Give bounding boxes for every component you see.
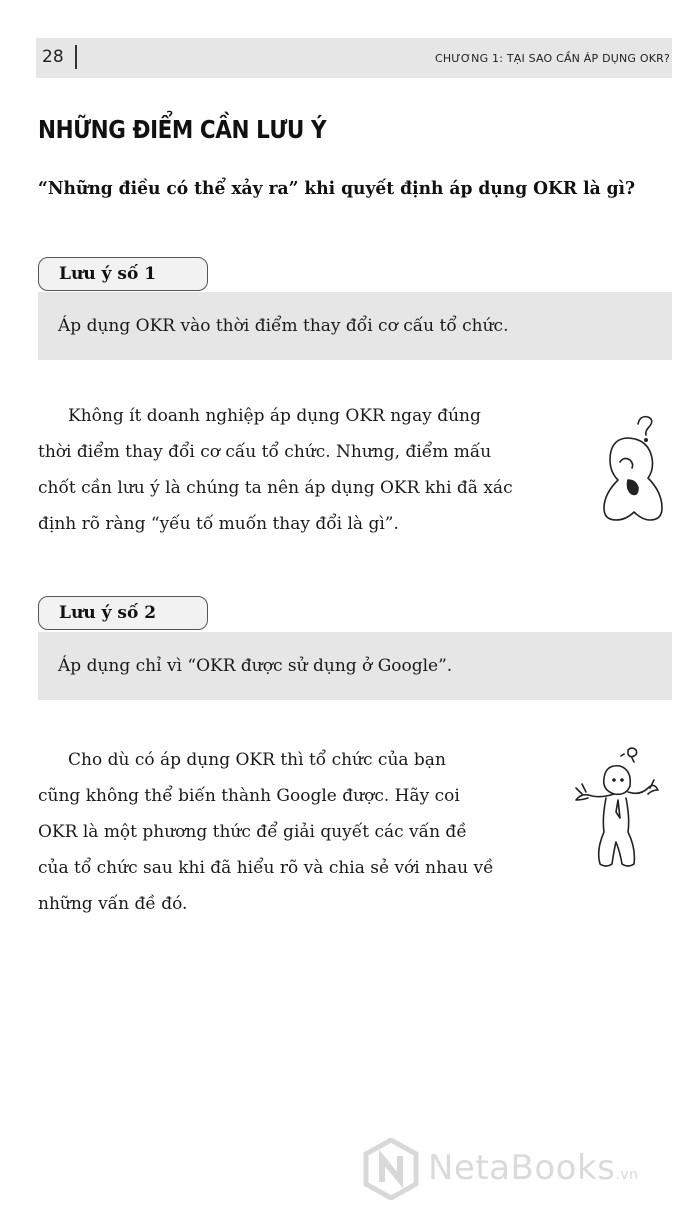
shrugging-character-illustration [562, 744, 668, 874]
watermark [362, 1136, 682, 1202]
note-1-box [38, 292, 672, 360]
section-title: NHỮNG ĐIỂM CẦN LƯU Ý [38, 115, 327, 144]
note-2-box [38, 632, 672, 700]
note-2-text: Áp dụng chỉ vì “OKR được sử dụng ở Google”. [58, 656, 453, 676]
paragraph-line: Không ít doanh nghiệp áp dụng OKR ngay đúng [68, 406, 481, 426]
paragraph-line: thời điểm thay đổi cơ cấu tổ chức. Nhưng, điểm mấu [38, 442, 492, 462]
note-1-paragraph [38, 398, 513, 542]
paragraph-line: chốt cần lưu ý là chúng ta nên áp dụng OKR khi đã xác [38, 478, 513, 498]
chapter-title: CHƯƠNG 1: TẠI SAO CẦN ÁP DỤNG OKR? [434, 52, 670, 65]
paragraph-line: những vấn đề đó. [38, 894, 188, 914]
watermark-brand: NetaBooks.vn [428, 1148, 639, 1188]
paragraph-line: cũng không thể biến thành Google được. Hãy coi [38, 786, 460, 806]
netabooks-logo-icon [362, 1138, 420, 1200]
note-2-tag: Lưu ý số 2 [38, 596, 208, 630]
paragraph-line: định rõ ràng “yếu tố muốn thay đổi là gì”. [38, 514, 399, 534]
paragraph-line: Cho dù có áp dụng OKR thì tổ chức của bạn [68, 750, 446, 770]
paragraph-line: OKR là một phương thức để giải quyết các vấn đề [38, 822, 467, 842]
page-number: 28 [42, 47, 64, 67]
paragraph-line: của tổ chức sau khi đã hiểu rõ và chia sẻ với nhau về [38, 858, 494, 878]
note-1-tag: Lưu ý số 1 [38, 257, 208, 291]
section-question: “Những điều có thể xảy ra” khi quyết định áp dụng OKR là gì? [38, 178, 636, 199]
note-1-text: Áp dụng OKR vào thời điểm thay đổi cơ cấu tổ chức. [58, 316, 509, 336]
header-divider [75, 45, 77, 69]
confused-character-illustration [592, 408, 668, 528]
note-2-paragraph [38, 742, 494, 922]
